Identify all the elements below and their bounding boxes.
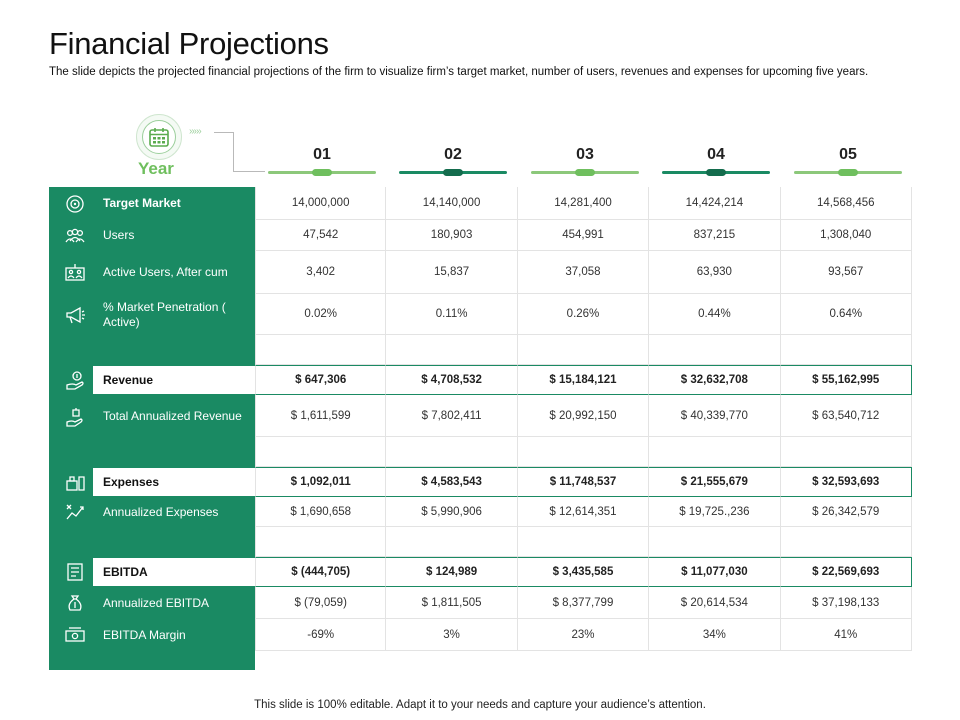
row-label: Target Market <box>103 196 181 210</box>
table-cell: 14,281,400 <box>518 187 649 220</box>
table-cell: $ 5,990,906 <box>386 497 517 527</box>
table-cell: $ 1,092,011 <box>255 467 386 497</box>
table-cell: $ (444,705) <box>255 557 386 587</box>
table-row <box>255 335 912 365</box>
year-column-marker <box>706 169 726 176</box>
year-column-04: 04 <box>707 146 725 163</box>
table-cell: $ 37,198,133 <box>781 587 912 619</box>
year-column-05: 05 <box>839 146 857 163</box>
connector-line <box>233 171 265 172</box>
year-column-02: 02 <box>444 146 462 163</box>
table-row <box>255 497 912 527</box>
table-cell: 180,903 <box>386 220 517 251</box>
cash-icon <box>60 619 90 651</box>
table-cell <box>255 437 386 467</box>
table-cell: $ 8,377,799 <box>518 587 649 619</box>
chevrons-icon: ››››› <box>189 126 201 137</box>
table-cell <box>255 335 386 365</box>
table-cell: 0.64% <box>781 294 912 335</box>
table-cell <box>255 527 386 557</box>
page-subtitle: The slide depicts the projected financial projections of the firm to visualize firm’s target market, number of users, revenues and expenses for upcoming five years. <box>49 66 869 78</box>
table-cell: $ 26,342,579 <box>781 497 912 527</box>
table-row <box>255 365 912 395</box>
row-label: Annualized EBITDA <box>103 595 210 610</box>
connector-line <box>214 132 234 172</box>
users-icon <box>60 220 90 251</box>
table-cell <box>518 335 649 365</box>
calendar-badge <box>136 114 182 160</box>
table-cell: $ 21,555,679 <box>649 467 780 497</box>
table-cell: $ (79,059) <box>255 587 386 619</box>
table-cell: $ 22,569,693 <box>781 557 912 587</box>
table-cell <box>518 437 649 467</box>
table-cell: $ 55,162,995 <box>781 365 912 395</box>
table-cell: -69% <box>255 619 386 651</box>
table-cell: $ 40,339,770 <box>649 395 780 437</box>
year-column-bar <box>794 171 902 174</box>
table-cell: $ 20,614,534 <box>649 587 780 619</box>
year-column-bar <box>662 171 770 174</box>
table-cell <box>649 335 780 365</box>
row-label: Users <box>103 228 135 242</box>
table-cell: $ 3,435,585 <box>518 557 649 587</box>
table-cell: $ 19,725.,236 <box>649 497 780 527</box>
table-cell: $ 647,306 <box>255 365 386 395</box>
table-cell: 0.26% <box>518 294 649 335</box>
table-cell: 47,542 <box>255 220 386 251</box>
year-column-marker <box>838 169 858 176</box>
table-row <box>255 467 912 497</box>
row-label: Active Users, After cum <box>103 265 228 279</box>
table-cell: $ 1,811,505 <box>386 587 517 619</box>
table-row <box>255 557 912 587</box>
revenue-icon <box>60 365 90 395</box>
table-row <box>255 294 912 335</box>
table-cell: $ 15,184,121 <box>518 365 649 395</box>
table-cell: 23% <box>518 619 649 651</box>
row-label: Revenue <box>93 365 255 395</box>
table-cell <box>781 527 912 557</box>
table-cell: 15,837 <box>386 251 517 294</box>
row-label: EBITDA Margin <box>103 627 186 642</box>
table-cell: 0.11% <box>386 294 517 335</box>
year-label: Year <box>138 159 174 178</box>
calendar-icon <box>148 126 170 148</box>
table-row <box>255 527 912 557</box>
table-cell: $ 4,583,543 <box>386 467 517 497</box>
table-row <box>255 220 912 251</box>
table-cell: 3,402 <box>255 251 386 294</box>
year-column-bar <box>399 171 507 174</box>
table-cell: 837,215 <box>649 220 780 251</box>
table-row <box>255 395 912 437</box>
table-cell: $ 11,077,030 <box>649 557 780 587</box>
table-cell <box>781 437 912 467</box>
table-cell: $ 124,989 <box>386 557 517 587</box>
row-label: Annualized Expenses <box>103 504 219 519</box>
row-label: Total Annualized Revenue <box>103 408 242 423</box>
ebitda-icon <box>60 557 90 587</box>
table-row <box>255 587 912 619</box>
row-label: Expenses <box>93 467 255 497</box>
table-cell: $ 7,802,411 <box>386 395 517 437</box>
table-cell: 14,140,000 <box>386 187 517 220</box>
target-market-icon <box>60 187 90 220</box>
table-cell: 14,424,214 <box>649 187 780 220</box>
table-row <box>255 619 912 651</box>
footer-note: This slide is 100% editable. Adapt it to your needs and capture your audience’s attention. <box>254 699 706 711</box>
year-column-bar <box>268 171 376 174</box>
expenses-icon <box>60 467 90 497</box>
table-cell: 63,930 <box>649 251 780 294</box>
table-cell: 0.02% <box>255 294 386 335</box>
table-cell <box>649 437 780 467</box>
table-cell <box>518 527 649 557</box>
table-cell: 34% <box>649 619 780 651</box>
table-row <box>255 437 912 467</box>
row-label: % Market Penetration ( Active) <box>103 299 226 329</box>
table-cell: 14,568,456 <box>781 187 912 220</box>
table-cell: $ 32,593,693 <box>781 467 912 497</box>
table-row <box>255 251 912 294</box>
table-cell: 0.44% <box>649 294 780 335</box>
table-cell: 14,000,000 <box>255 187 386 220</box>
table-cell <box>386 335 517 365</box>
table-cell <box>386 527 517 557</box>
table-cell: $ 12,614,351 <box>518 497 649 527</box>
year-column-marker <box>443 169 463 176</box>
page-title: Financial Projections <box>49 26 329 61</box>
year-column-marker <box>312 169 332 176</box>
table-cell: $ 20,992,150 <box>518 395 649 437</box>
table-cell: $ 32,632,708 <box>649 365 780 395</box>
table-cell <box>781 335 912 365</box>
table-row <box>255 187 912 220</box>
table-cell: $ 63,540,712 <box>781 395 912 437</box>
table-cell: 37,058 <box>518 251 649 294</box>
table-cell: $ 4,708,532 <box>386 365 517 395</box>
active-users-icon <box>60 251 90 294</box>
table-cell: $ 1,690,658 <box>255 497 386 527</box>
table-cell: 1,308,040 <box>781 220 912 251</box>
year-column-bar <box>531 171 639 174</box>
table-cell: $ 1,611,599 <box>255 395 386 437</box>
year-column-marker <box>575 169 595 176</box>
table-cell: $ 11,748,537 <box>518 467 649 497</box>
row-label: EBITDA <box>93 557 255 587</box>
table-cell: 41% <box>781 619 912 651</box>
table-cell <box>386 437 517 467</box>
year-column-03: 03 <box>576 146 594 163</box>
table-cell: 3% <box>386 619 517 651</box>
money-bag-icon <box>60 587 90 619</box>
table-cell: 454,991 <box>518 220 649 251</box>
year-column-01: 01 <box>313 146 331 163</box>
table-cell <box>649 527 780 557</box>
table-cell: 93,567 <box>781 251 912 294</box>
megaphone-icon <box>60 294 90 335</box>
chart-arrows-icon <box>60 497 90 527</box>
money-hand-icon <box>60 395 90 437</box>
